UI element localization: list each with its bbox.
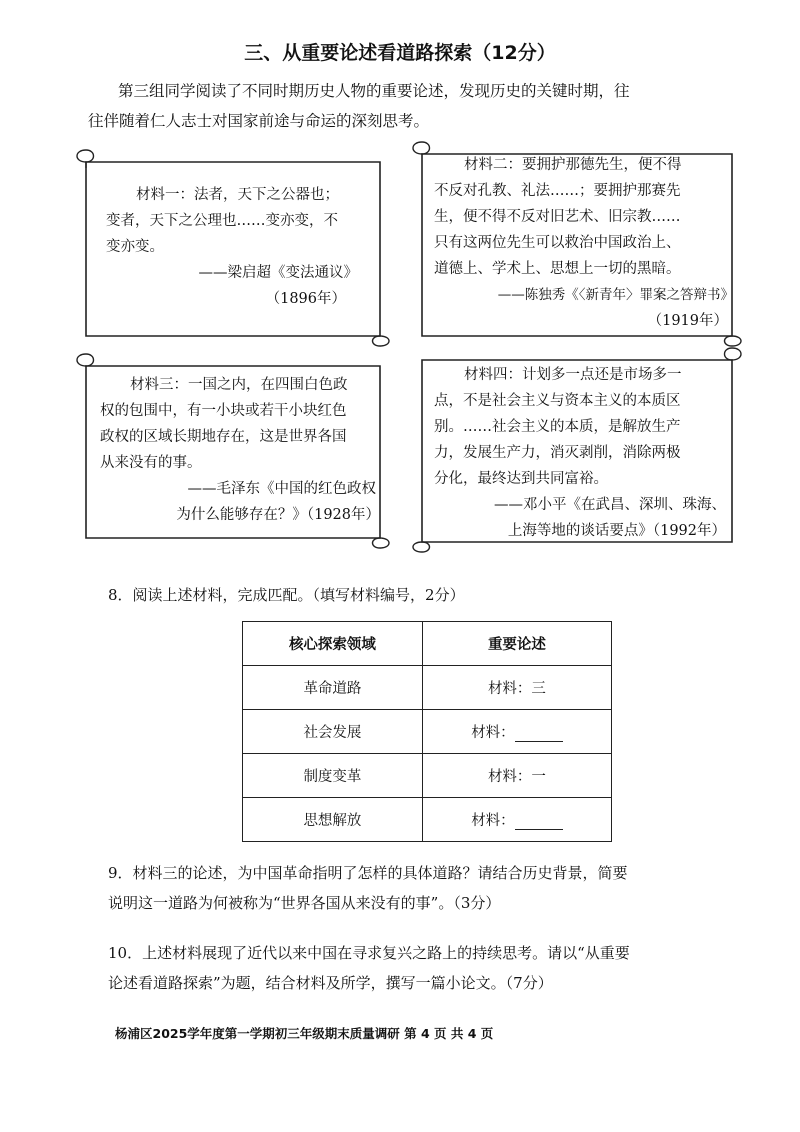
answer-text: 材料： <box>471 813 515 829</box>
answer-text: 材料：三 <box>487 681 546 697</box>
answer-cell <box>422 710 611 754</box>
material-line: 材料四：计划多一点还是市场多一 <box>464 367 682 383</box>
material-1-text <box>106 182 376 312</box>
field-cell: 社会发展 <box>243 710 423 754</box>
material-line: 别。……社会主义的本质，是解放生产 <box>434 419 681 435</box>
section-title: 三、从重要论述看道路探索（12分） <box>244 42 556 64</box>
material-2-text <box>434 152 734 334</box>
table-row <box>243 710 612 754</box>
material-line: 从来没有的事。 <box>100 455 202 471</box>
intro-line: 往伴随着仁人志士对国家前途与命运的深刻思考。 <box>88 112 430 130</box>
answer-cell <box>422 666 611 710</box>
material-3-text <box>100 372 382 528</box>
question-10-line: 10．上述材料展现了近代以来中国在寻求复兴之路上的持续思考。请以“从重要 <box>108 944 630 962</box>
header-answer: 重要论述 <box>422 622 611 666</box>
material-source: ——邓小平《在武昌、深圳、珠海、 <box>494 497 726 513</box>
material-line: 道德上、学术上、思想上一切的黑暗。 <box>434 261 681 277</box>
question-9-line: 说明这一道路为何被称为“世界各国从来没有的事”。（3分） <box>108 894 501 912</box>
answer-text: 材料：一 <box>487 769 546 785</box>
material-line: 变亦变。 <box>106 239 164 255</box>
material-line: 分化，最终达到共同富裕。 <box>434 471 608 487</box>
material-4-text <box>434 362 734 544</box>
material-line: 不反对孔教、礼法……；要拥护那赛先 <box>434 183 681 199</box>
field-cell: 制度变革 <box>243 754 423 798</box>
material-year: 为什么能够存在？》（1928年） <box>176 507 380 523</box>
question-9-line: 9．材料三的论述，为中国革命指明了怎样的具体道路？请结合历史背景，简要 <box>108 864 628 882</box>
material-year: （1919年） <box>647 313 728 329</box>
material-line: 政权的区域长期地存在，这是世界各国 <box>100 429 347 445</box>
question-8 <box>108 580 465 610</box>
answer-blank[interactable] <box>515 725 563 742</box>
material-2-scroll <box>408 140 746 348</box>
material-line: 点，不是社会主义与资本主义的本质区 <box>434 393 681 409</box>
material-3-scroll <box>72 352 394 548</box>
material-line: 材料二：要拥护那德先生，便不得 <box>464 157 682 173</box>
matching-table <box>242 621 612 842</box>
material-line: 权的包围中，有一小块或若干小块红色 <box>100 403 347 419</box>
table-row <box>243 666 612 710</box>
material-4-scroll <box>408 346 746 552</box>
field-cell: 革命道路 <box>243 666 423 710</box>
material-line: 材料一：法者，天下之公器也； <box>136 187 339 203</box>
material-source: ——梁启超《变法通议》 <box>198 265 358 281</box>
table-row <box>243 798 612 842</box>
material-line: 只有这两位先生可以救治中国政治上、 <box>434 235 681 251</box>
answer-blank[interactable] <box>515 813 563 830</box>
material-line: 力，发展生产力，消灭剥削，消除两极 <box>434 445 681 461</box>
material-source: ——毛泽东《中国的红色政权 <box>187 481 376 497</box>
material-year: 上海等地的谈话要点》（1992年） <box>507 523 726 539</box>
field-cell: 思想解放 <box>243 798 423 842</box>
page-footer: 杨浦区2025学年度第一学期初三年级期末质量调研 第 4 页 共 4 页 <box>115 1026 494 1041</box>
header-field: 核心探索领域 <box>243 622 423 666</box>
material-year: （1896年） <box>265 291 346 307</box>
material-source: ——陈独秀《〈新青年〉罪案之答辩书》 <box>497 287 734 303</box>
material-line: 生，便不得不反对旧艺术、旧宗教…… <box>434 209 681 225</box>
answer-text: 材料： <box>471 725 515 741</box>
material-line: 变者，天下之公理也……变亦变，不 <box>106 213 338 229</box>
question-9 <box>108 858 628 918</box>
table-header-row <box>243 622 612 666</box>
question-10 <box>108 938 630 998</box>
intro-paragraph <box>88 76 728 136</box>
material-1-scroll <box>72 146 394 348</box>
question-10-line: 论述看道路探索”为题，结合材料及所学，撰写一篇小论文。（7分） <box>108 974 553 992</box>
table-row <box>243 754 612 798</box>
answer-cell <box>422 754 611 798</box>
answer-cell <box>422 798 611 842</box>
question-8-text: 8．阅读上述材料，完成匹配。（填写材料编号，2分） <box>108 586 465 604</box>
intro-line: 第三组同学阅读了不同时期历史人物的重要论述，发现历史的关键时期，往 <box>118 82 630 100</box>
material-line: 材料三：一国之内，在四围白色政 <box>130 377 348 393</box>
